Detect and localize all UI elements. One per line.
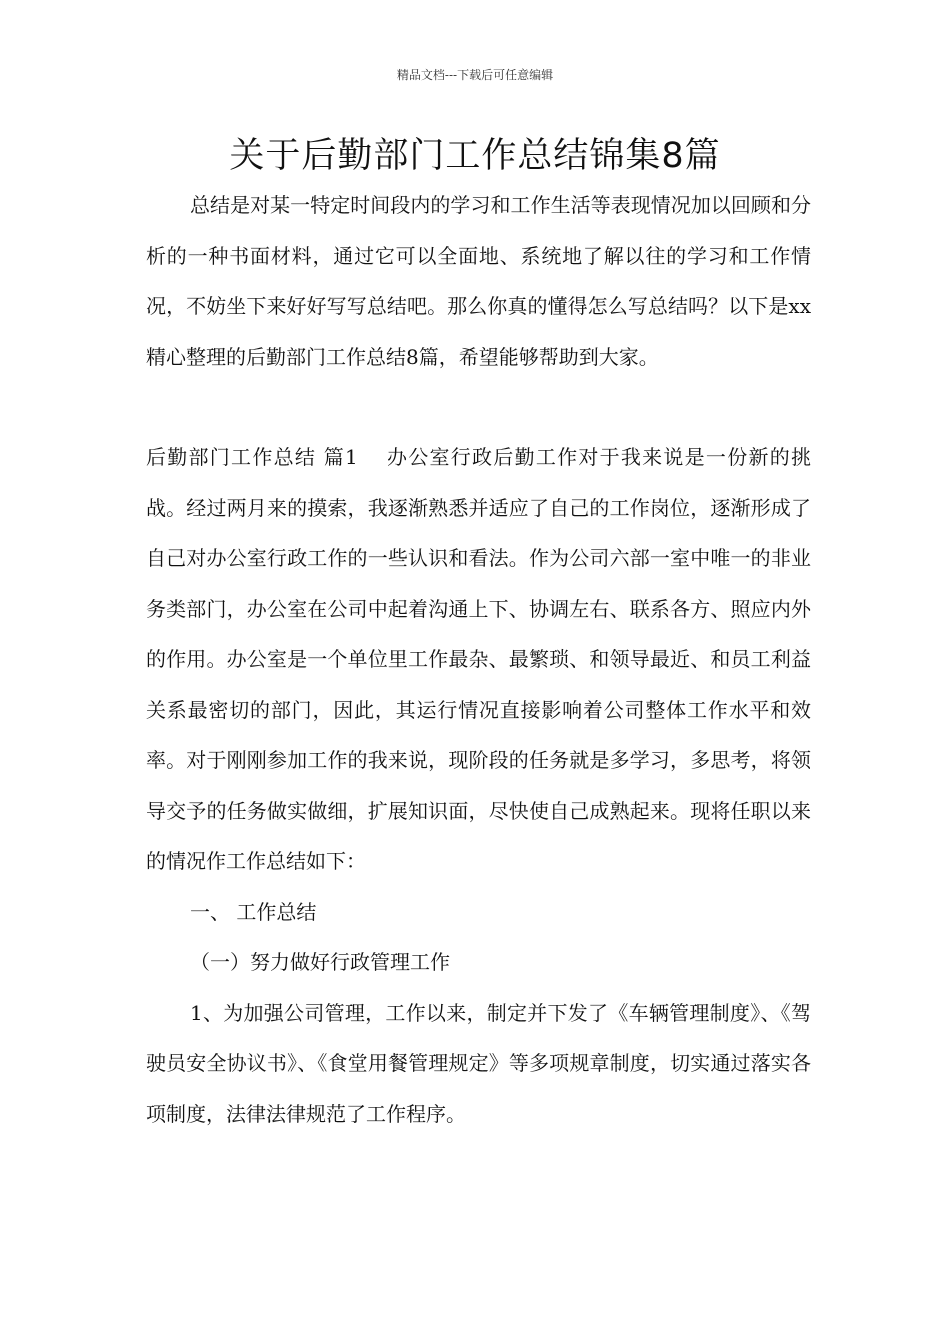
sub-heading-work-summary: 一、 工作总结 [190,899,317,924]
section-1-heading: 后勤部门工作总结 篇1 [146,445,358,469]
section-1-body: 办公室行政后勤工作对于我来说是一份新的挑战。经过两月来的摸索，我逐渐熟悉并适应了自己的工作岗位，逐渐形成了自己对办公室行政工作的一些认识和看法。作为公司六部一室中唯一的非业务类部门，办公室在公司中起着沟通上下、协调左右、联系各方、照应内外的作用。办公室是一个单位里工作最杂、最繁琐、和领导最近、和员工利益关系最密切的部门，因此，其运行情况直接影响着公司整体工作水平和效率。对于刚刚参加工作的我来说，现阶段的任务就是多学习，多思考，将领导交予的任务做实做细，扩展知识面，尽快使自己成熟起来。现将任职以来的情况作工作总结如下： [146,445,811,873]
section-1-paragraph [146,432,811,887]
document-body [146,180,811,1139]
document-title: 关于后勤部门工作总结锦集8篇 [229,136,721,176]
item-1-paragraph: 1、为加强公司管理，工作以来，制定并下发了《车辆管理制度》、《驾驶员安全协议书》、《食堂用餐管理规定》等多项规章制度，切实通过落实各项制度，法律法律规范了工作程序。 [146,1000,811,1126]
intro-paragraph: 总结是对某一特定时间段内的学习和工作生活等表现情况加以回顾和分析的一种书面材料，通过它可以全面地、系统地了解以往的学习和工作情况，不妨坐下来好好写写总结吧。那么你真的懂得怎么写总结吗？以下是xx精心整理的后勤部门工作总结8篇，希望能够帮助到大家。 [146,193,811,369]
sub-heading-admin-management: （一）努力做好行政管理工作 [190,950,450,974]
page-header: 精品文档---下载后可任意编辑 [396,68,554,82]
paragraph-spacer [146,382,811,432]
